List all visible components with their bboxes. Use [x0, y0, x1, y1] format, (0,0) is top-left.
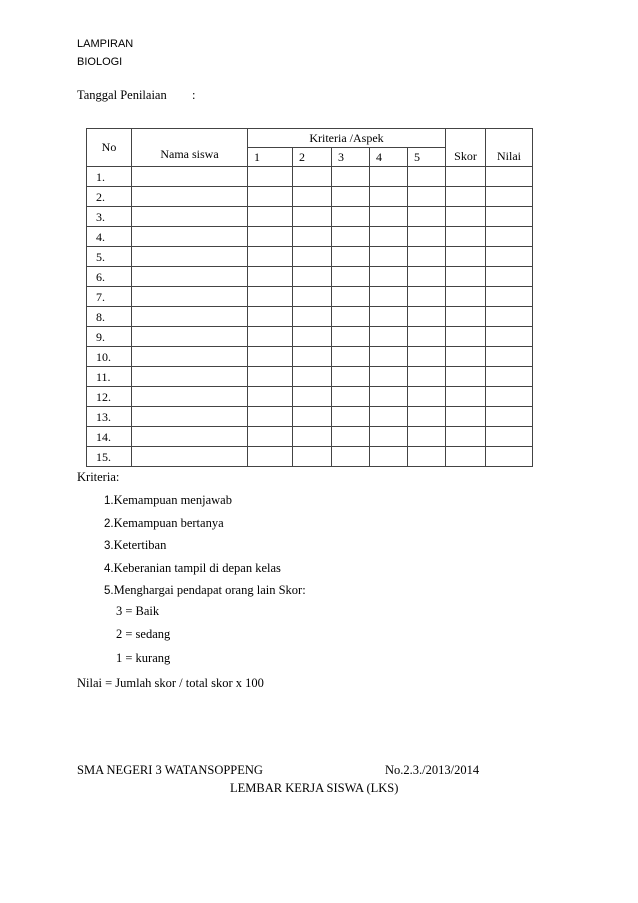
- skor-baik: 3 = Baik: [116, 604, 160, 618]
- skor-cell: [446, 407, 486, 427]
- aspect-3-cell: [332, 187, 370, 207]
- tanggal-colon: :: [192, 88, 196, 102]
- aspect-4-cell: [370, 407, 408, 427]
- aspect-3-cell: [332, 247, 370, 267]
- table-row: [87, 327, 533, 347]
- aspect-5-cell: [408, 447, 446, 467]
- assessment-table: [86, 128, 533, 467]
- kriteria-number: 4.: [104, 562, 114, 575]
- aspect-1-cell: [248, 427, 293, 447]
- skor-cell: [446, 227, 486, 247]
- column-header-kriteria: Kriteria /Aspek: [248, 129, 446, 148]
- table-row: [87, 187, 533, 207]
- aspect-4-cell: [370, 207, 408, 227]
- row-number: 2.: [87, 187, 132, 207]
- column-header-nama-siswa: Nama siswa: [132, 129, 248, 167]
- skor-cell: [446, 247, 486, 267]
- kriteria-text: Kemampuan bertanya: [113, 515, 224, 530]
- aspect-3-cell: [332, 367, 370, 387]
- aspect-2-cell: [293, 287, 332, 307]
- skor-cell: [446, 307, 486, 327]
- kriteria-number: 2.: [104, 517, 114, 530]
- table-row: [87, 247, 533, 267]
- table-row: [87, 387, 533, 407]
- aspect-3-cell: [332, 447, 370, 467]
- table-row: [87, 227, 533, 247]
- aspect-4-cell: [370, 327, 408, 347]
- kriteria-text: Ketertiban: [113, 538, 167, 552]
- aspect-header-4: 4: [370, 148, 408, 167]
- aspect-3-cell: [332, 267, 370, 287]
- kriteria-item: [104, 538, 306, 561]
- aspect-3-cell: [332, 407, 370, 427]
- aspect-3-cell: [332, 427, 370, 447]
- aspect-1-cell: [248, 207, 293, 227]
- aspect-4-cell: [370, 367, 408, 387]
- nama-siswa-cell: [132, 307, 248, 327]
- aspect-2-cell: [293, 247, 332, 267]
- aspect-1-cell: [248, 387, 293, 407]
- table-body: [87, 167, 533, 467]
- table-row: [87, 427, 533, 447]
- aspect-1-cell: [248, 347, 293, 367]
- nama-siswa-cell: [132, 287, 248, 307]
- aspect-1-cell: [248, 447, 293, 467]
- aspect-3-cell: [332, 327, 370, 347]
- kriteria-item: [104, 516, 306, 539]
- aspect-5-cell: [408, 247, 446, 267]
- aspect-2-cell: [293, 407, 332, 427]
- aspect-4-cell: [370, 187, 408, 207]
- nama-siswa-cell: [132, 267, 248, 287]
- nilai-cell: [486, 267, 533, 287]
- header-lampiran: LAMPIRAN: [77, 38, 134, 50]
- skor-cell: [446, 287, 486, 307]
- skor-cell: [446, 367, 486, 387]
- kriteria-text: Keberanian tampil di depan kelas: [113, 560, 281, 575]
- aspect-5-cell: [408, 387, 446, 407]
- table-row: [87, 207, 533, 227]
- aspect-4-cell: [370, 447, 408, 467]
- nama-siswa-cell: [132, 427, 248, 447]
- nilai-cell: [486, 167, 533, 187]
- aspect-4-cell: [370, 227, 408, 247]
- aspect-5-cell: [408, 207, 446, 227]
- skor-cell: [446, 427, 486, 447]
- row-number: 6.: [87, 267, 132, 287]
- aspect-4-cell: [370, 387, 408, 407]
- aspect-2-cell: [293, 367, 332, 387]
- kriteria-item: [104, 493, 306, 516]
- aspect-5-cell: [408, 167, 446, 187]
- aspect-2-cell: [293, 227, 332, 247]
- nilai-cell: [486, 407, 533, 427]
- skor-sedang: 2 = sedang: [116, 627, 171, 641]
- nilai-formula: Nilai = Jumlah skor / total skor x 100: [77, 676, 264, 690]
- nilai-cell: [486, 387, 533, 407]
- nama-siswa-cell: [132, 247, 248, 267]
- row-number: 14.: [87, 427, 132, 447]
- row-number: 8.: [87, 307, 132, 327]
- kriteria-item: [104, 561, 306, 584]
- nama-siswa-cell: [132, 447, 248, 467]
- aspect-5-cell: [408, 307, 446, 327]
- aspect-3-cell: [332, 227, 370, 247]
- nilai-cell: [486, 247, 533, 267]
- column-header-no: No: [87, 129, 132, 167]
- row-number: 9.: [87, 327, 132, 347]
- nilai-cell: [486, 287, 533, 307]
- nilai-cell: [486, 227, 533, 247]
- aspect-1-cell: [248, 327, 293, 347]
- aspect-1-cell: [248, 247, 293, 267]
- skor-kurang: 1 = kurang: [116, 651, 171, 665]
- nilai-cell: [486, 447, 533, 467]
- column-header-nilai: Nilai: [486, 129, 533, 167]
- aspect-5-cell: [408, 407, 446, 427]
- table-row: [87, 407, 533, 427]
- aspect-3-cell: [332, 307, 370, 327]
- table-row: [87, 347, 533, 367]
- aspect-header-1: 1: [248, 148, 293, 167]
- aspect-2-cell: [293, 307, 332, 327]
- aspect-5-cell: [408, 227, 446, 247]
- row-number: 5.: [87, 247, 132, 267]
- aspect-2-cell: [293, 187, 332, 207]
- nama-siswa-cell: [132, 387, 248, 407]
- aspect-4-cell: [370, 347, 408, 367]
- aspect-3-cell: [332, 387, 370, 407]
- aspect-1-cell: [248, 307, 293, 327]
- aspect-header-5: 5: [408, 148, 446, 167]
- footer-document-number: No.2.3./2013/2014: [385, 763, 480, 777]
- skor-cell: [446, 447, 486, 467]
- skor-cell: [446, 267, 486, 287]
- nama-siswa-cell: [132, 167, 248, 187]
- aspect-3-cell: [332, 167, 370, 187]
- aspect-1-cell: [248, 167, 293, 187]
- aspect-3-cell: [332, 347, 370, 367]
- skor-cell: [446, 327, 486, 347]
- row-number: 13.: [87, 407, 132, 427]
- kriteria-list: [104, 493, 306, 606]
- kriteria-item: [104, 583, 306, 606]
- row-number: 4.: [87, 227, 132, 247]
- nama-siswa-cell: [132, 227, 248, 247]
- aspect-1-cell: [248, 267, 293, 287]
- column-header-skor: Skor: [446, 129, 486, 167]
- kriteria-text: Menghargai pendapat orang lain Skor:: [113, 583, 306, 597]
- aspect-3-cell: [332, 287, 370, 307]
- nama-siswa-cell: [132, 367, 248, 387]
- skor-cell: [446, 187, 486, 207]
- nilai-cell: [486, 327, 533, 347]
- table-row: [87, 367, 533, 387]
- nilai-cell: [486, 307, 533, 327]
- tanggal-label: Tanggal Penilaian: [77, 88, 167, 102]
- row-number: 1.: [87, 167, 132, 187]
- aspect-2-cell: [293, 427, 332, 447]
- nama-siswa-cell: [132, 347, 248, 367]
- aspect-2-cell: [293, 387, 332, 407]
- row-number: 7.: [87, 287, 132, 307]
- aspect-2-cell: [293, 347, 332, 367]
- aspect-1-cell: [248, 407, 293, 427]
- nama-siswa-cell: [132, 187, 248, 207]
- aspect-5-cell: [408, 427, 446, 447]
- kriteria-number: 5.: [104, 585, 114, 597]
- row-number: 10.: [87, 347, 132, 367]
- table-row: [87, 307, 533, 327]
- aspect-header-3: 3: [332, 148, 370, 167]
- aspect-4-cell: [370, 287, 408, 307]
- aspect-5-cell: [408, 347, 446, 367]
- nama-siswa-cell: [132, 207, 248, 227]
- nama-siswa-cell: [132, 407, 248, 427]
- row-number: 15.: [87, 447, 132, 467]
- aspect-1-cell: [248, 187, 293, 207]
- aspect-2-cell: [293, 327, 332, 347]
- aspect-1-cell: [248, 227, 293, 247]
- skor-cell: [446, 167, 486, 187]
- kriteria-text: Kemampuan menjawab: [113, 493, 232, 507]
- aspect-4-cell: [370, 307, 408, 327]
- aspect-4-cell: [370, 267, 408, 287]
- footer-title: LEMBAR KERJA SISWA (LKS): [230, 781, 399, 795]
- aspect-2-cell: [293, 167, 332, 187]
- nama-siswa-cell: [132, 327, 248, 347]
- aspect-2-cell: [293, 447, 332, 467]
- aspect-5-cell: [408, 287, 446, 307]
- footer-school: SMA NEGERI 3 WATANSOPPENG: [77, 763, 263, 777]
- skor-cell: [446, 387, 486, 407]
- table-row: [87, 267, 533, 287]
- row-number: 3.: [87, 207, 132, 227]
- aspect-1-cell: [248, 287, 293, 307]
- kriteria-number: 1.: [104, 495, 114, 507]
- row-number: 12.: [87, 387, 132, 407]
- nilai-cell: [486, 187, 533, 207]
- aspect-4-cell: [370, 427, 408, 447]
- aspect-5-cell: [408, 327, 446, 347]
- aspect-4-cell: [370, 167, 408, 187]
- aspect-2-cell: [293, 207, 332, 227]
- header-subject: BIOLOGI: [77, 56, 123, 68]
- aspect-5-cell: [408, 367, 446, 387]
- nilai-cell: [486, 367, 533, 387]
- nilai-cell: [486, 427, 533, 447]
- aspect-5-cell: [408, 267, 446, 287]
- skor-cell: [446, 347, 486, 367]
- aspect-2-cell: [293, 267, 332, 287]
- kriteria-title: Kriteria:: [77, 470, 120, 484]
- aspect-3-cell: [332, 207, 370, 227]
- aspect-1-cell: [248, 367, 293, 387]
- kriteria-number: 3.: [104, 540, 114, 552]
- aspect-4-cell: [370, 247, 408, 267]
- row-number: 11.: [87, 367, 132, 387]
- table-row: [87, 287, 533, 307]
- nilai-cell: [486, 207, 533, 227]
- aspect-header-2: 2: [293, 148, 332, 167]
- table-row: [87, 167, 533, 187]
- nilai-cell: [486, 347, 533, 367]
- skor-cell: [446, 207, 486, 227]
- aspect-5-cell: [408, 187, 446, 207]
- table-row: [87, 447, 533, 467]
